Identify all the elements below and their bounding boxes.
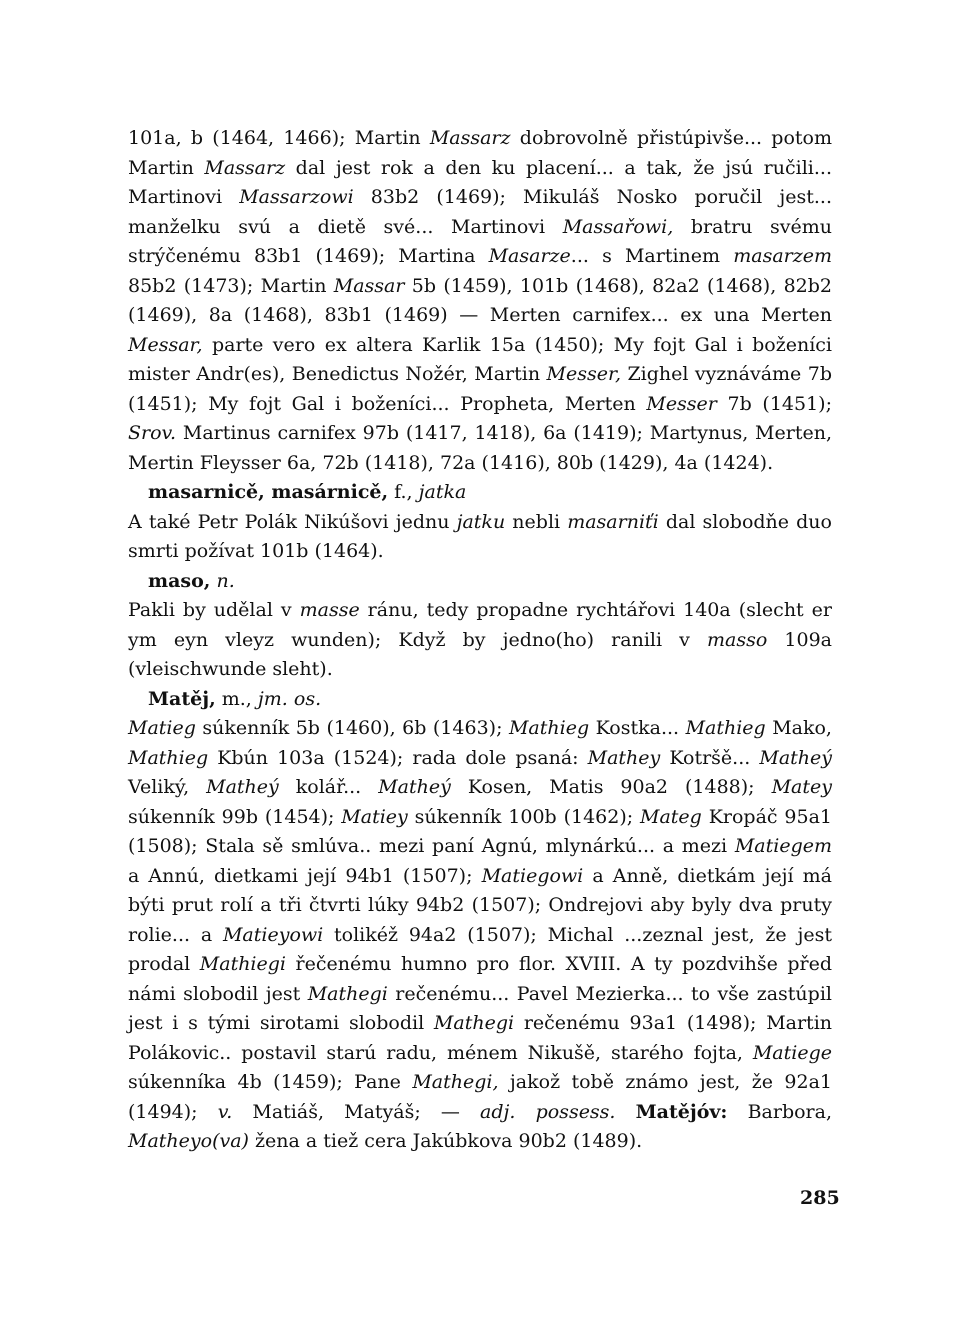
italic-text: jatka bbox=[418, 481, 467, 503]
italic-text: Matheý bbox=[378, 776, 451, 798]
italic-text: Matheý bbox=[206, 776, 279, 798]
italic-text: Matiege bbox=[752, 1041, 832, 1064]
italic-text: Matieyowi bbox=[222, 923, 324, 946]
text-run: súkenníka 4b (1459); Pane bbox=[128, 1071, 413, 1093]
text-run: Kotršě... bbox=[660, 746, 760, 769]
entry-masarnice-citation bbox=[128, 508, 832, 567]
text-run: Kosen, Matis 90a2 (1488); bbox=[450, 776, 772, 798]
page-number: 285 bbox=[800, 1187, 840, 1209]
italic-text: Matiey bbox=[341, 805, 408, 828]
text-run: f., bbox=[388, 481, 419, 503]
italic-text: masso bbox=[707, 628, 768, 651]
italic-text: Matey bbox=[771, 776, 832, 798]
text-run: Kropáč 95a1 (1508); Stala sě smlúva.. mezi paní Agnú, mlynárkú... a mezi bbox=[128, 805, 832, 857]
text-run: súkenník 5b (1460), 6b (1463); bbox=[195, 717, 509, 739]
italic-text: Massařowi, bbox=[562, 215, 674, 238]
text-run: dal slobodňe duo smrti požívat 101b (1464). bbox=[128, 510, 832, 562]
entry-maso-citation bbox=[128, 596, 832, 685]
italic-text: jm. os. bbox=[257, 687, 322, 710]
italic-text: jatku bbox=[456, 510, 506, 533]
text-run: 83b2 (1469); Mikuláš Nosko poručil jest... manželku svú a dietě své... Martinovi bbox=[128, 186, 832, 238]
italic-text: Matiegowi bbox=[481, 864, 584, 887]
dictionary-page-text bbox=[128, 124, 832, 1157]
headword: masarnicě, masárnicě, bbox=[148, 481, 389, 503]
text-run: Zighel vyznáváme 7b (1451); My fojt Gal i boženíci... Propheta, Merten bbox=[128, 363, 832, 415]
text-run: Veliký, bbox=[128, 776, 207, 798]
text-run: 7b (1451); bbox=[716, 392, 832, 415]
italic-text: Messer, bbox=[546, 363, 621, 385]
text-run: Matiáš, Matyáš; — bbox=[232, 1100, 481, 1123]
text-run: m., bbox=[215, 687, 258, 710]
italic-text: masarzem bbox=[733, 245, 832, 267]
text-run: Kbún 103a (1524); rada dole psaná: bbox=[208, 746, 588, 769]
text-run: a Annú, dietkami její 94b1 (1507); bbox=[128, 864, 482, 887]
text-run: 109a (vleischwunde sleht). bbox=[128, 628, 832, 680]
entry-headword-masarnice bbox=[128, 478, 832, 508]
italic-text: Mathieg bbox=[128, 746, 209, 769]
italic-text: Matieg bbox=[128, 717, 196, 739]
entry-headword-matej bbox=[128, 685, 832, 715]
text-run: nebli bbox=[505, 510, 568, 533]
text-run: Pakli by udělal v bbox=[128, 599, 300, 621]
text-run: tolikéž 94a2 (1507); Michal ...zeznal jest, že jest prodal bbox=[128, 923, 832, 975]
italic-text: Massarzowi bbox=[239, 186, 354, 208]
text-run: 5b (1459), 101b (1468), 82a2 (1468), 82b2 (1469), 8a (1468), 83b1 (1469) — Merten carnifex... ex una Merten bbox=[128, 274, 832, 326]
italic-text: Matheyo(va) bbox=[128, 1130, 249, 1152]
entry-headword-maso bbox=[128, 567, 832, 597]
italic-text: Mathegi, bbox=[412, 1071, 499, 1093]
text-run: súkenník 99b (1454); bbox=[128, 805, 342, 828]
italic-text: Mathiegi bbox=[199, 953, 286, 975]
italic-text: masse bbox=[299, 599, 360, 621]
text-run: kolář... bbox=[278, 776, 379, 798]
text-run: súkenník 100b (1462); bbox=[407, 805, 641, 828]
italic-text: masarniťi bbox=[567, 510, 659, 533]
entry-matej-citations bbox=[128, 714, 832, 1157]
text-run: žena a tiež cera Jakúbkova 90b2 (1489). bbox=[248, 1130, 643, 1152]
text-run: a Anně, dietkám její má býti prut rolí a tři čtvrti lúky 94b2 (1507); Ondrejovi aby byly dva pruty rolie... a bbox=[128, 864, 832, 946]
italic-text: Massar bbox=[333, 274, 405, 297]
italic-text: Mathey bbox=[587, 746, 661, 769]
italic-text: Mateg bbox=[640, 805, 702, 828]
italic-text: Matiegem bbox=[734, 835, 832, 857]
italic-text: Mathegi bbox=[433, 1012, 515, 1034]
headword: Matějóv: bbox=[635, 1100, 728, 1123]
italic-text: n. bbox=[216, 569, 235, 592]
italic-text: Messar, bbox=[128, 333, 203, 356]
italic-text: Masarze bbox=[488, 245, 571, 267]
italic-text: Mathieg bbox=[685, 717, 766, 739]
text-run bbox=[615, 1101, 635, 1123]
headword: maso, bbox=[148, 569, 211, 592]
text-run: Kostka... bbox=[589, 717, 686, 739]
italic-text: Mathegi bbox=[307, 982, 388, 1005]
text-run: ránu, tedy propadne rychtářovi 140a (slecht er ym eyn vleyz wunden); Když by jedno(ho) ranili v bbox=[128, 599, 832, 651]
text-run: rečenému... Pavel Mezierka... to vše zastúpil jest i s tými sirotami slobodil bbox=[128, 982, 832, 1034]
text-run: Barbora, bbox=[727, 1100, 832, 1123]
italic-text: Massarz bbox=[429, 127, 511, 149]
text-run: Mako, bbox=[765, 717, 832, 739]
italic-text: v. bbox=[217, 1100, 233, 1123]
text-run: 101a, b (1464, 1466); Martin bbox=[128, 127, 430, 149]
italic-text: Srov. bbox=[128, 422, 177, 444]
text-run: rečenému 93a1 (1498); Martin Polákovic.. postavil starú radu, ménem Nikušě, starého fojta, bbox=[128, 1012, 833, 1064]
italic-text: Massarz bbox=[204, 156, 286, 179]
italic-text: adj. possess. bbox=[480, 1100, 616, 1123]
headword: Matěj, bbox=[148, 687, 216, 710]
text-run: řečenému humno pro flor. XVIII. A ty pozdvihše před námi slobodil jest bbox=[128, 953, 832, 1005]
text-run: 85b2 (1473); Martin bbox=[128, 274, 334, 297]
text-run: dal jest rok a den ku placení... a tak, že jsú ručili... Martinovi bbox=[128, 156, 832, 208]
text-run: ... s Martinem bbox=[570, 245, 734, 267]
text-run: parte vero ex altera Karlik 15a (1450); My fojt Gal i boženíci mister Andr(es), Benedictus Nožér, Martin bbox=[128, 333, 832, 385]
text-run: Martinus carnifex 97b (1417, 1418), 6a (1419); Martynus, Merten, Mertin Fleysser 6a, 72b (1418), 72a (1416), 80b (1429), 4a (1424). bbox=[128, 422, 832, 474]
text-run: dobrovolně přistúpivše... potom Martin bbox=[128, 127, 833, 179]
text-run: bratru svému strýčenému 83b1 (1469); Martina bbox=[128, 215, 832, 267]
text-run: jakož tobě známo jest, že 92a1 (1494); bbox=[128, 1071, 832, 1123]
italic-text: Mathieg bbox=[508, 717, 590, 739]
italic-text: Messer bbox=[646, 392, 717, 415]
italic-text: Matheý bbox=[759, 746, 832, 769]
text-run: A také Petr Polák Nikúšovi jednu bbox=[128, 510, 457, 533]
entry-masar-citations bbox=[128, 124, 832, 478]
